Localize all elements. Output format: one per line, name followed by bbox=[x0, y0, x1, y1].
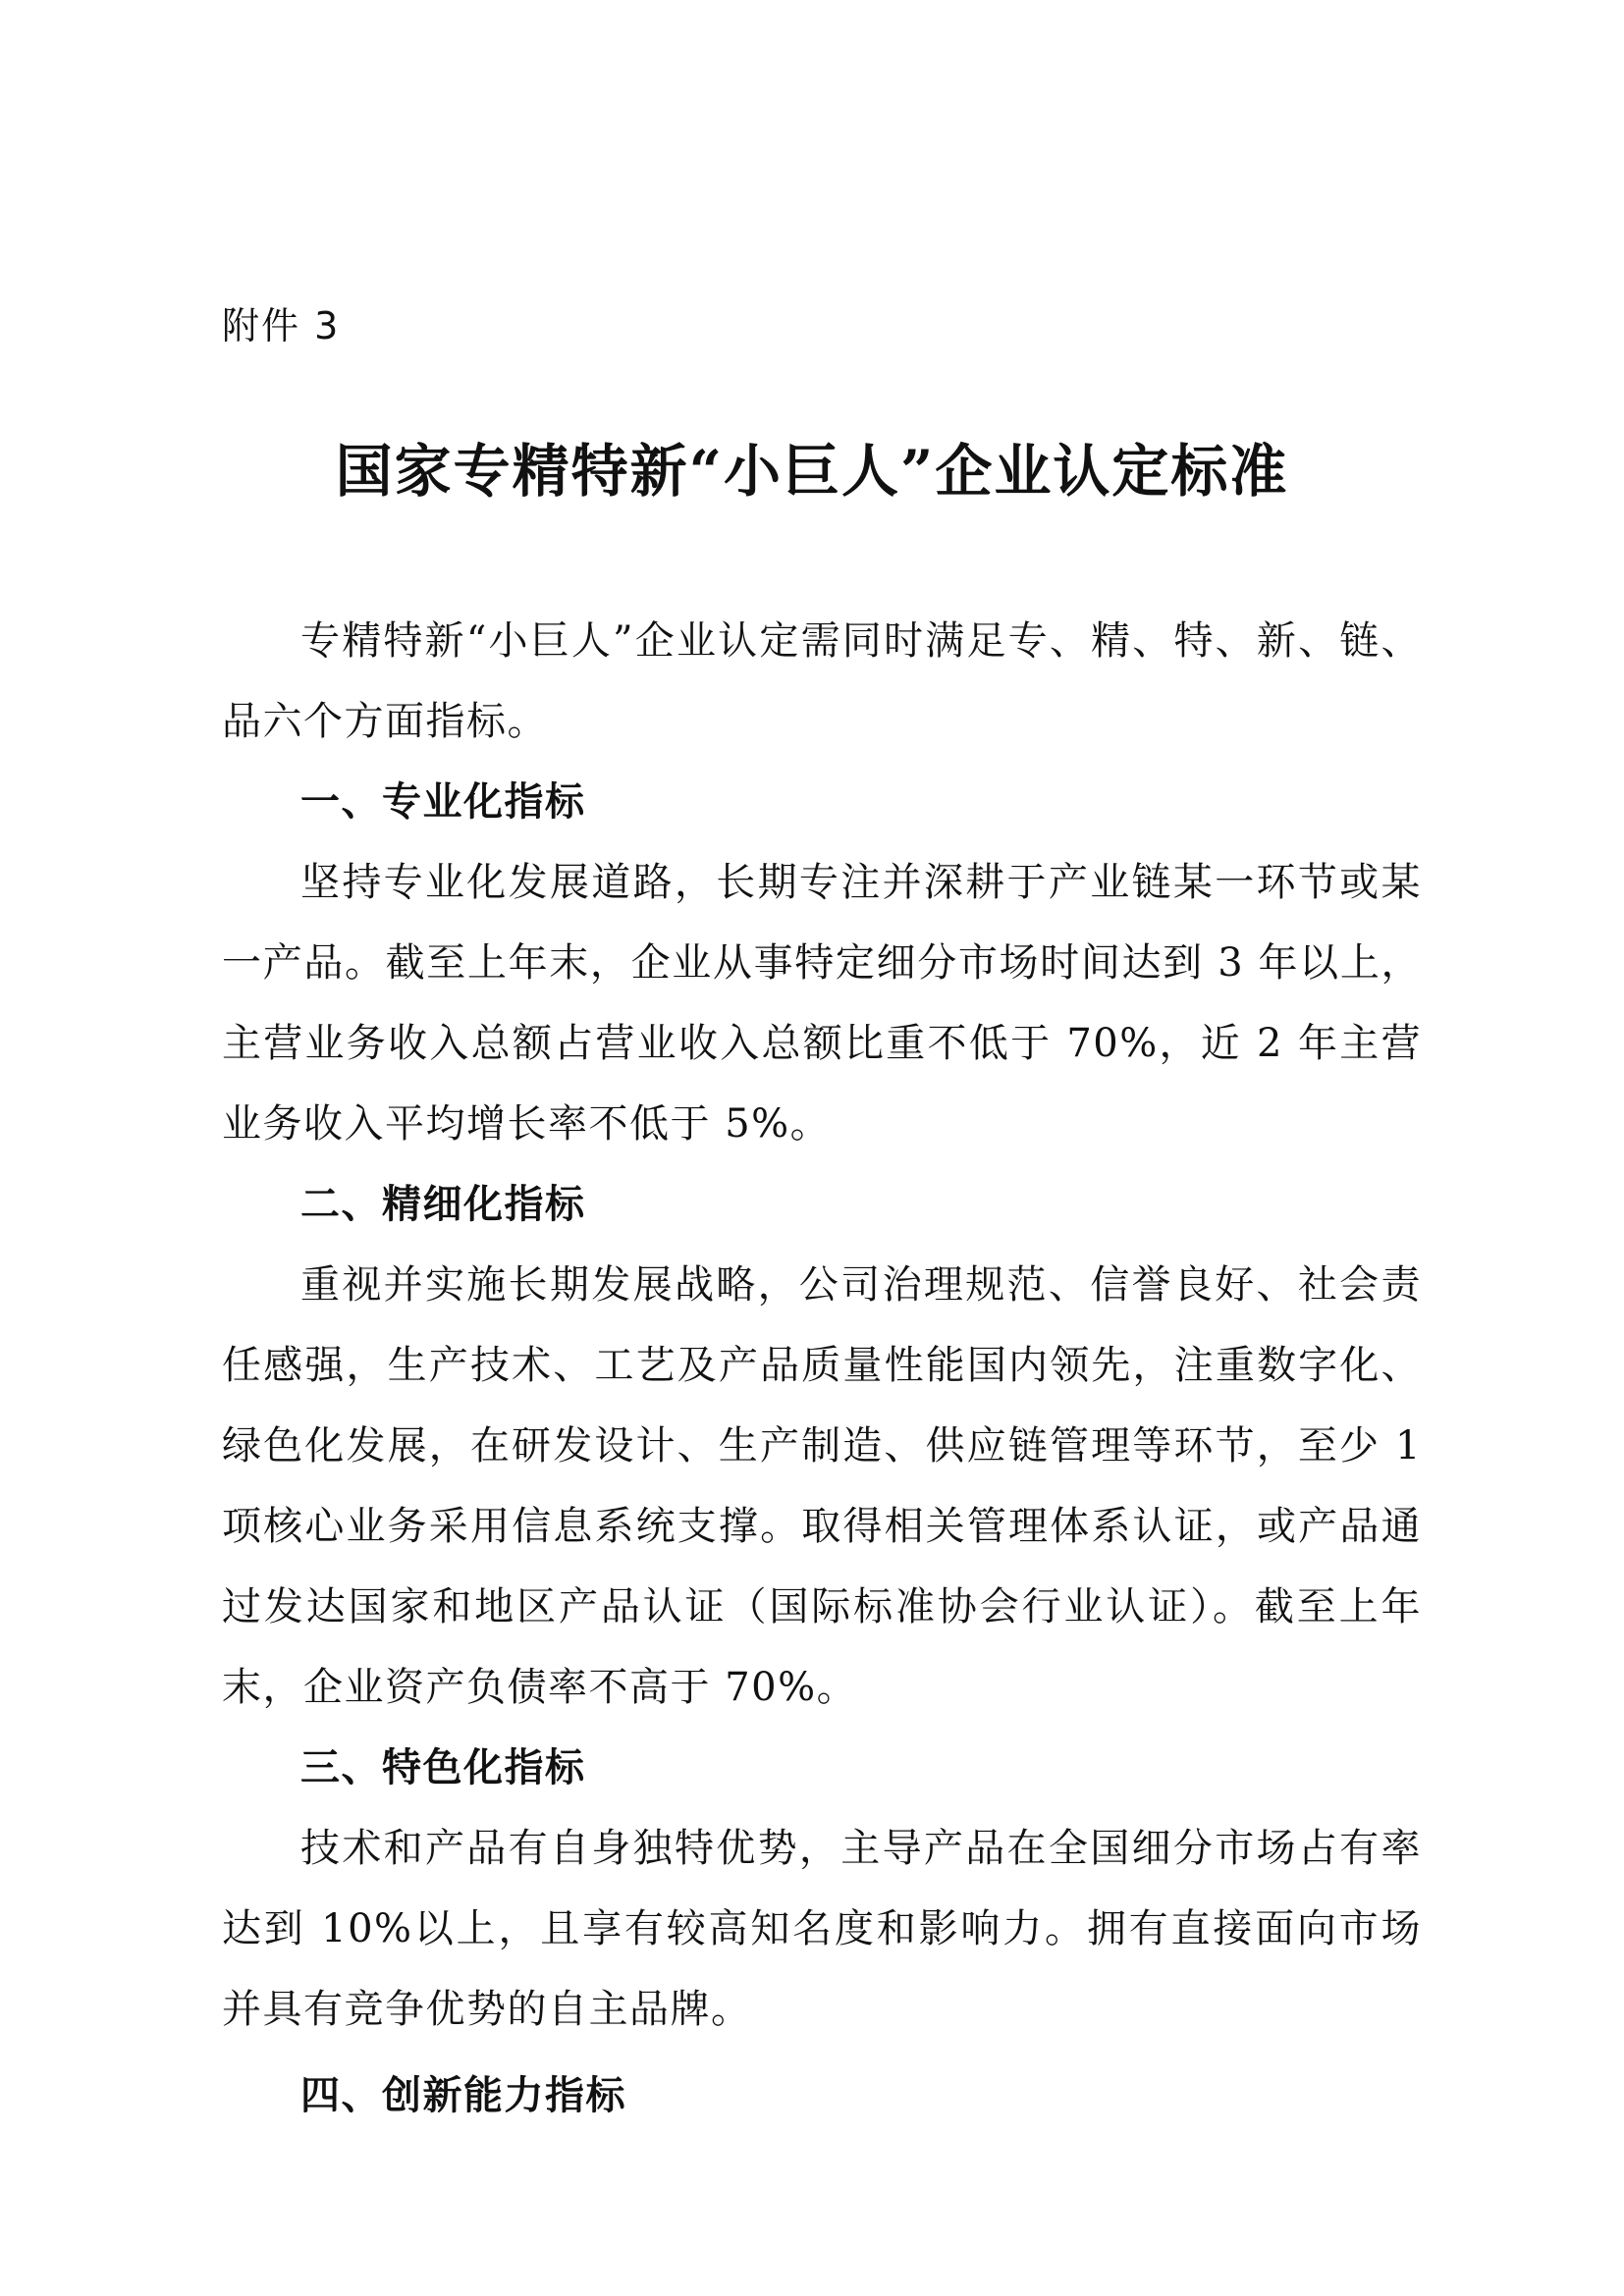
document-title: 国家专精特新“小巨人”企业认定标准 bbox=[335, 438, 1289, 505]
section-heading-refinement: 二、精细化指标 bbox=[300, 1182, 586, 1227]
attachment-label: 附件 3 bbox=[222, 304, 341, 347]
section-body-specialization: 坚持专业化发展道路，长期专注并深耕于产业链某一环节或某一产品。截至上年末，企业从事特定细分市场时间达到 3 年以上，主营业务收入总额占营业收入总额比重不低于 70%，近 2 年主营业务收入平均增长率不低于 5%。 bbox=[222, 860, 1422, 1147]
section-body-refinement: 重视并实施长期发展战略，公司治理规范、信誉良好、社会责任感强，生产技术、工艺及产品质量性能国内领先，注重数字化、绿色化发展，在研发设计、生产制造、供应链管理等环节，至少 1 项核心业务采用信息系统支撑。取得相关管理体系认证，或产品通过发达国家和地区产品认证（国际标准协会行业认证）。截至上年末，企业资产负债率不高于 70%。 bbox=[222, 1262, 1422, 1710]
section-heading-characteristic: 三、特色化指标 bbox=[300, 1745, 586, 1790]
document-body bbox=[222, 601, 1422, 2136]
section-heading-innovation: 四、创新能力指标 bbox=[300, 2073, 626, 2118]
intro-paragraph: 专精特新“小巨人”企业认定需同时满足专、精、特、新、链、品六个方面指标。 bbox=[222, 618, 1422, 744]
section-body-characteristic: 技术和产品有自身独特优势，主导产品在全国细分市场占有率达到 10%以上，且享有较高知名度和影响力。拥有直接面向市场并具有竞争优势的自主品牌。 bbox=[222, 1826, 1422, 2032]
section-heading-specialization: 一、专业化指标 bbox=[300, 779, 586, 825]
